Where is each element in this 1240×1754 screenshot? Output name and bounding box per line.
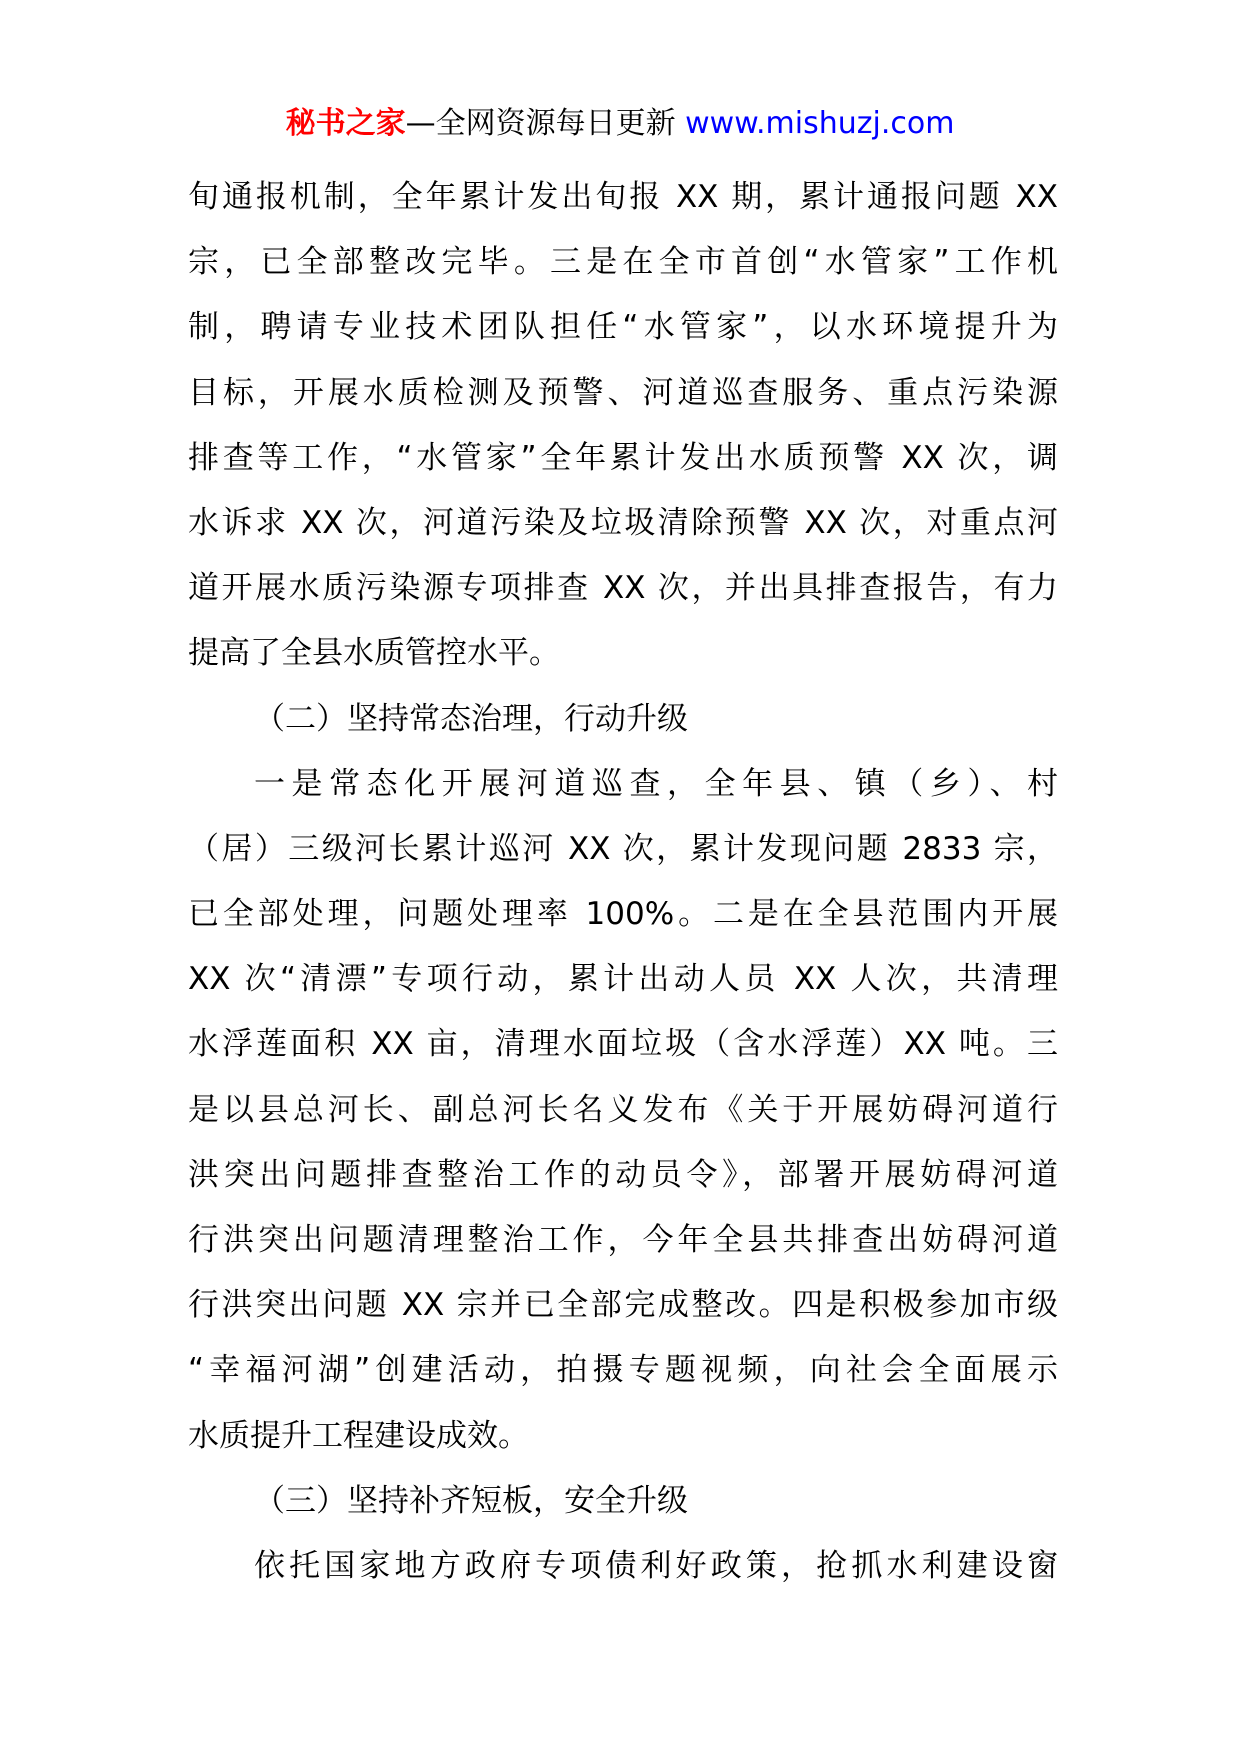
body-line: 行洪突出问题 XX 宗并已全部完成整改。四是积极参加市级 [188,1287,1058,1324]
body-line: “幸福河湖”创建活动，拍摄专题视频，向社会全面展示 [188,1352,1058,1389]
body-line: 宗，已全部整改完毕。三是在全市首创“水管家”工作机 [188,244,1058,281]
site-brand: 秘书之家 [285,106,406,141]
site-url-link[interactable]: www.mishuzj.com [685,106,955,141]
site-tagline: —全网资源每日更新 [405,106,676,141]
body-line: 制，聘请专业技术团队担任“水管家”，以水环境提升为 [188,309,1058,346]
document-body [188,165,1058,1599]
body-line: 水质提升工程建设成效。 [188,1417,529,1454]
body-line: 依托国家地方政府专项债利好政策，抢抓水利建设窗 [254,1547,1058,1584]
body-line: 水诉求 XX 次，河道污染及垃圾清除预警 XX 次，对重点河 [188,504,1058,541]
site-header [0,104,1240,144]
body-line: 洪突出问题排查整治工作的动员令》，部署开展妨碍河道 [188,1156,1058,1193]
body-line: （居）三级河长累计巡河 XX 次，累计发现问题 2833 宗， [188,830,1058,867]
body-line: 目标，开展水质检测及预警、河道巡查服务、重点污染源 [188,374,1058,411]
section-heading: （二）坚持常态治理，行动升级 [254,700,688,737]
body-line: 道开展水质污染源专项排查 XX 次，并出具排查报告，有力 [188,570,1058,607]
body-line: 一是常态化开展河道巡查，全年县、镇（乡）、村 [254,765,1058,802]
body-line: 旬通报机制，全年累计发出旬报 XX 期，累计通报问题 XX [188,179,1058,215]
section-heading: （三）坚持补齐短板，安全升级 [254,1482,688,1519]
body-line: 已全部处理，问题处理率 100%。二是在全县范围内开展 [188,896,1058,933]
body-line: 排查等工作，“水管家”全年累计发出水质预警 XX 次，调 [188,439,1058,476]
body-line: XX 次“清漂”专项行动，累计出动人员 XX 人次，共清理 [188,961,1058,998]
body-line: 是以县总河长、副总河长名义发布《关于开展妨碍河道行 [188,1091,1058,1128]
body-line: 提高了全县水质管控水平。 [188,635,560,672]
body-line: 水浮莲面积 XX 亩，清理水面垃圾（含水浮莲）XX 吨。三 [188,1026,1058,1063]
body-line: 行洪突出问题清理整治工作，今年全县共排查出妨碍河道 [188,1222,1058,1258]
